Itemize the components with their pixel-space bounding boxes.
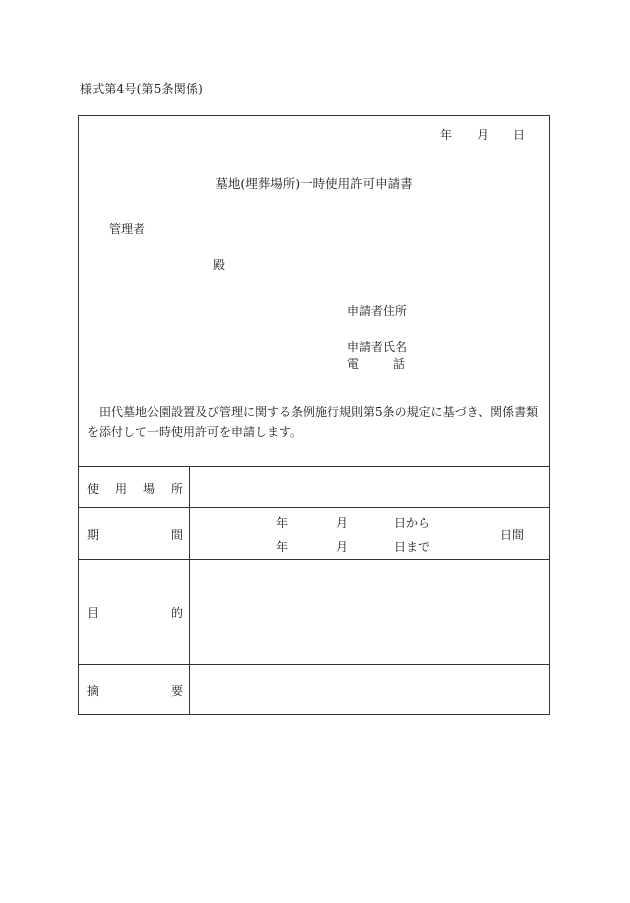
period-year-from: 年 (276, 516, 289, 530)
label-char: 的 (170, 606, 183, 620)
applicant-name-label: 申請者氏名 (347, 340, 408, 354)
label-char: 摘 (87, 684, 100, 698)
application-statement: 田代墓地公園設置及び管理に関する条例施行規則第5条の規定に基づき、関係書類を添付して一時使用許可を申請します。 (87, 405, 539, 439)
applicant-tel-label-2: 話 (393, 357, 406, 371)
period-year-until: 年 (276, 540, 289, 554)
label-char: 間 (170, 528, 183, 542)
addressee-manager: 管理者 (109, 222, 146, 236)
period-days: 日間 (500, 528, 525, 542)
label-period (87, 526, 183, 543)
label-location (87, 480, 183, 497)
period-field[interactable] (190, 508, 550, 559)
period-month-from: 月 (336, 516, 349, 530)
label-char: 期 (87, 528, 100, 542)
label-char: 所 (170, 482, 183, 496)
label-char: 目 (87, 606, 100, 620)
applicant-address-label: 申請者住所 (347, 304, 408, 318)
form-title: 墓地(埋葬場所)一時使用許可申請書 (215, 176, 413, 191)
label-char: 要 (170, 684, 183, 698)
label-purpose (87, 604, 183, 621)
date-month: 月 (477, 128, 490, 142)
summary-field[interactable] (190, 665, 550, 715)
location-field[interactable] (190, 467, 550, 507)
date-day: 日 (513, 128, 526, 142)
applicant-tel-label-1: 電 (347, 357, 360, 371)
period-month-until: 月 (336, 540, 349, 554)
purpose-field[interactable] (190, 560, 550, 664)
period-day-until: 日まで (394, 540, 431, 554)
application-form (78, 115, 550, 715)
date-year: 年 (440, 128, 453, 142)
addressee-honorific: 殿 (213, 258, 226, 272)
label-summary (87, 682, 183, 699)
period-day-from: 日から (394, 516, 431, 530)
form-number: 様式第4号(第5条関係) (80, 82, 204, 96)
label-char: 用 (114, 482, 127, 496)
label-char: 使 (87, 482, 100, 496)
label-char: 場 (142, 482, 155, 496)
